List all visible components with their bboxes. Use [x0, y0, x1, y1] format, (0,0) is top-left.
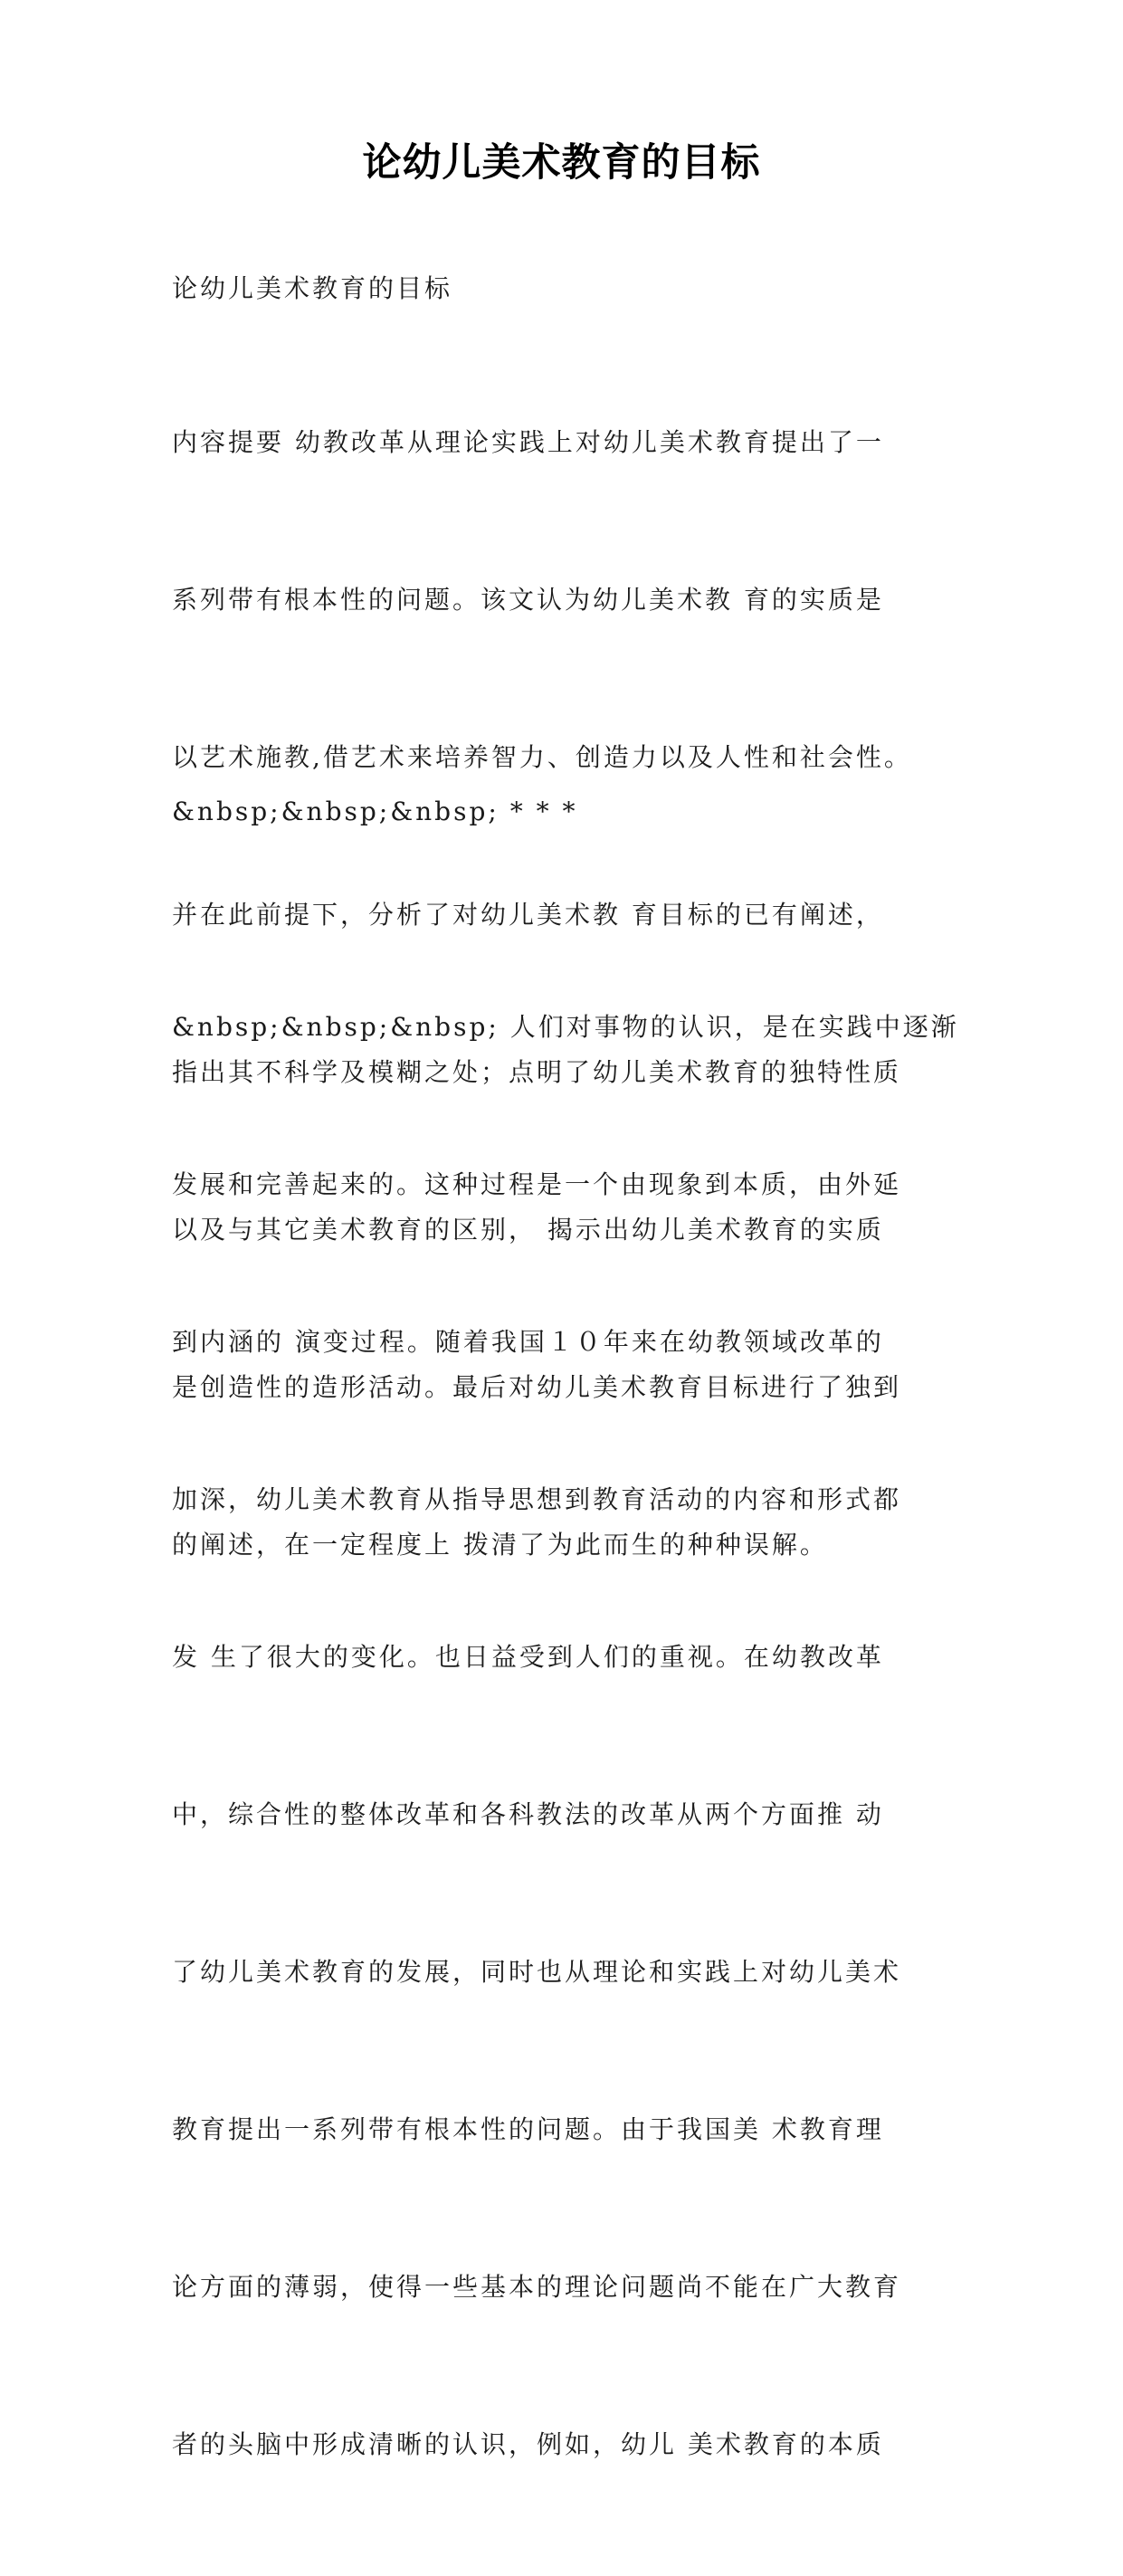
document-title: 论幼儿美术教育的目标	[362, 140, 761, 186]
abstract-line: 内容提要 幼教改革从理论实践上对幼儿美术教育提出了一	[172, 427, 884, 457]
abstract-line: 系列带有根本性的问题。该文认为幼儿美术教 育的实质是	[172, 585, 884, 615]
paragraph-line: 发展和完善起来的。这种过程是一个由现象到本质，由外延	[172, 1169, 902, 1199]
paragraph-line: &nbsp;&nbsp;&nbsp; 人们对事物的认识，是在实践中逐渐	[172, 1012, 959, 1042]
paragraph-line: 加深，幼儿美术教育从指导思想到教育活动的内容和形式都	[172, 1484, 902, 1514]
paragraph-line: 了幼儿美术教育的发展，同时也从理论和实践上对幼儿美术	[172, 1957, 902, 1987]
paragraph-line: 者的头脑中形成清晰的认识，例如，幼儿 美术教育的本质	[172, 2429, 884, 2459]
abstract-line: 是创造性的造形活动。最后对幼儿美术教育目标进行了独到	[172, 1372, 902, 1402]
paragraph-line: 论方面的薄弱，使得一些基本的理论问题尚不能在广大教育	[172, 2272, 902, 2302]
paragraph-line: 到内涵的 演变过程。随着我国１０年来在幼教领域改革的	[172, 1327, 884, 1357]
document-subtitle: 论幼儿美术教育的目标	[172, 273, 453, 303]
paragraph-line: 教育提出一系列带有根本性的问题。由于我国美 术教育理	[172, 2114, 884, 2144]
body-paragraph	[172, 896, 959, 2576]
paragraph-line: 发 生了很大的变化。也日益受到人们的重视。在幼教改革	[172, 1642, 884, 1672]
abstract-line: 以及与其它美术教育的区别， 揭示出幼儿美术教育的实质	[172, 1215, 884, 1245]
section-separator: &nbsp;&nbsp;&nbsp; * * *	[172, 797, 578, 826]
abstract-line: 指出其不科学及模糊之处；点明了幼儿美术教育的独特性质	[172, 1057, 902, 1087]
abstract-line: 以艺术施教,借艺术来培养智力、创造力以及人性和社会性。	[172, 742, 912, 772]
paragraph-line: 中，综合性的整体改革和各科教法的改革从两个方面推 动	[172, 1799, 884, 1829]
abstract-line: 并在此前提下，分析了对幼儿美术教 育目标的已有阐述，	[172, 900, 884, 930]
abstract-line: 的阐述，在一定程度上 拨清了为此而生的种种误解。	[172, 1530, 828, 1560]
